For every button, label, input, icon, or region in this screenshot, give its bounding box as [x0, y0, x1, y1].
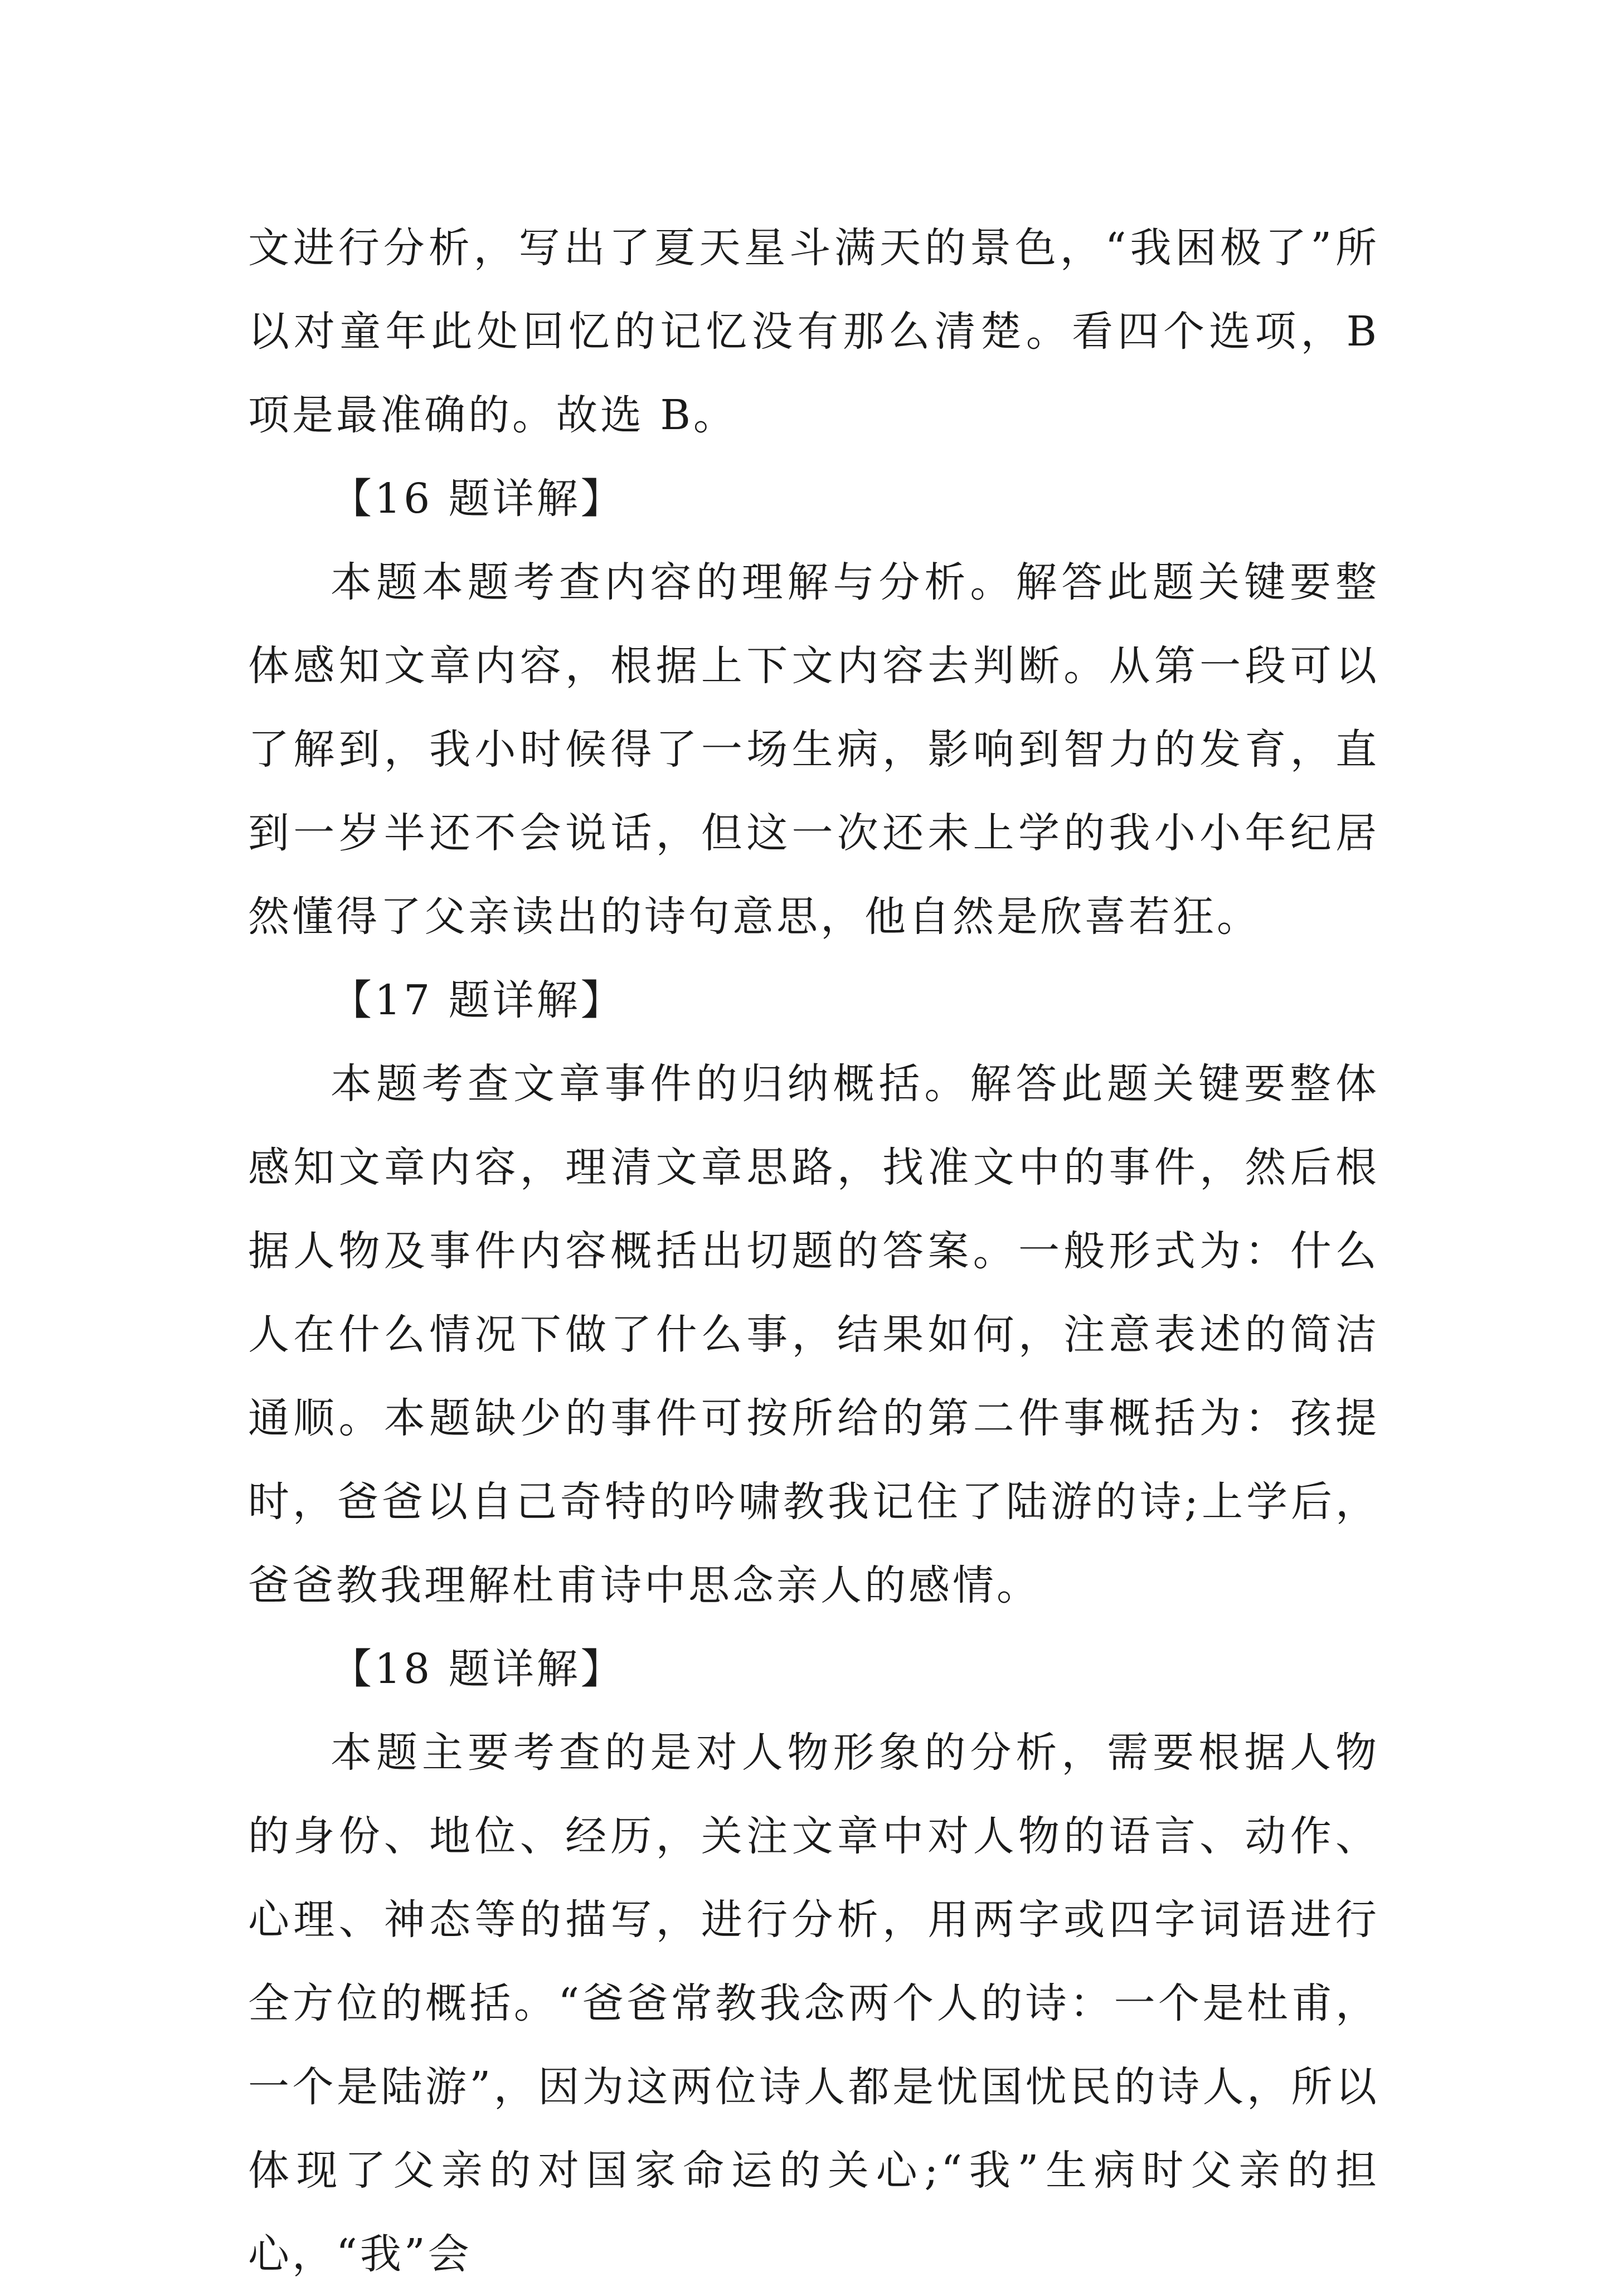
heading-question-17: 【17 题详解】	[331, 976, 625, 1024]
paragraph-question-18-explanation: 本题主要考查的是对人物形象的分析，需要根据人物的身份、地位、经历，关注文章中对人物的语言、动作、心理、神态等的描写，进行分析，用两字或四字词语进行全方位的概括。“爸爸常教我念两个人的诗：一个是杜甫，一个是陆游”，因为这两位诗人都是忧国忧民的诗人，所以体现了父亲的对国家命运的关心;“我”生病时父亲的担心，“我”会	[248, 1729, 1379, 2278]
heading-question-18: 【18 题详解】	[331, 1645, 625, 1693]
paragraph-intro-continued: 文进行分析，写出了夏天星斗满天的景色，“我困极了”所以对童年此处回忆的记忆没有那么清楚。看四个选项，B 项是最准确的。故选 B。	[248, 224, 1379, 439]
heading-question-16: 【16 题详解】	[331, 475, 625, 523]
paragraph-question-16-explanation: 本题本题考查内容的理解与分析。解答此题关键要整体感知文章内容，根据上下文内容去判断。从第一段可以了解到，我小时候得了一场生病，影响到智力的发育，直到一岁半还不会说话，但这一次还未上学的我小小年纪居然懂得了父亲读出的诗句意思，他自然是欣喜若狂。	[248, 558, 1379, 941]
document-page	[248, 206, 1379, 2296]
paragraph-question-17-explanation: 本题考查文章事件的归纳概括。解答此题关键要整体感知文章内容，理清文章思路，找准文中的事件，然后根据人物及事件内容概括出切题的答案。一般形式为：什么人在什么情况下做了什么事，结果如何，注意表述的简洁通顺。本题缺少的事件可按所给的第二件事概括为：孩提时，爸爸以自己奇特的吟啸教我记住了陆游的诗;上学后，爸爸教我理解杜甫诗中思念亲人的感情。	[248, 1060, 1379, 1609]
